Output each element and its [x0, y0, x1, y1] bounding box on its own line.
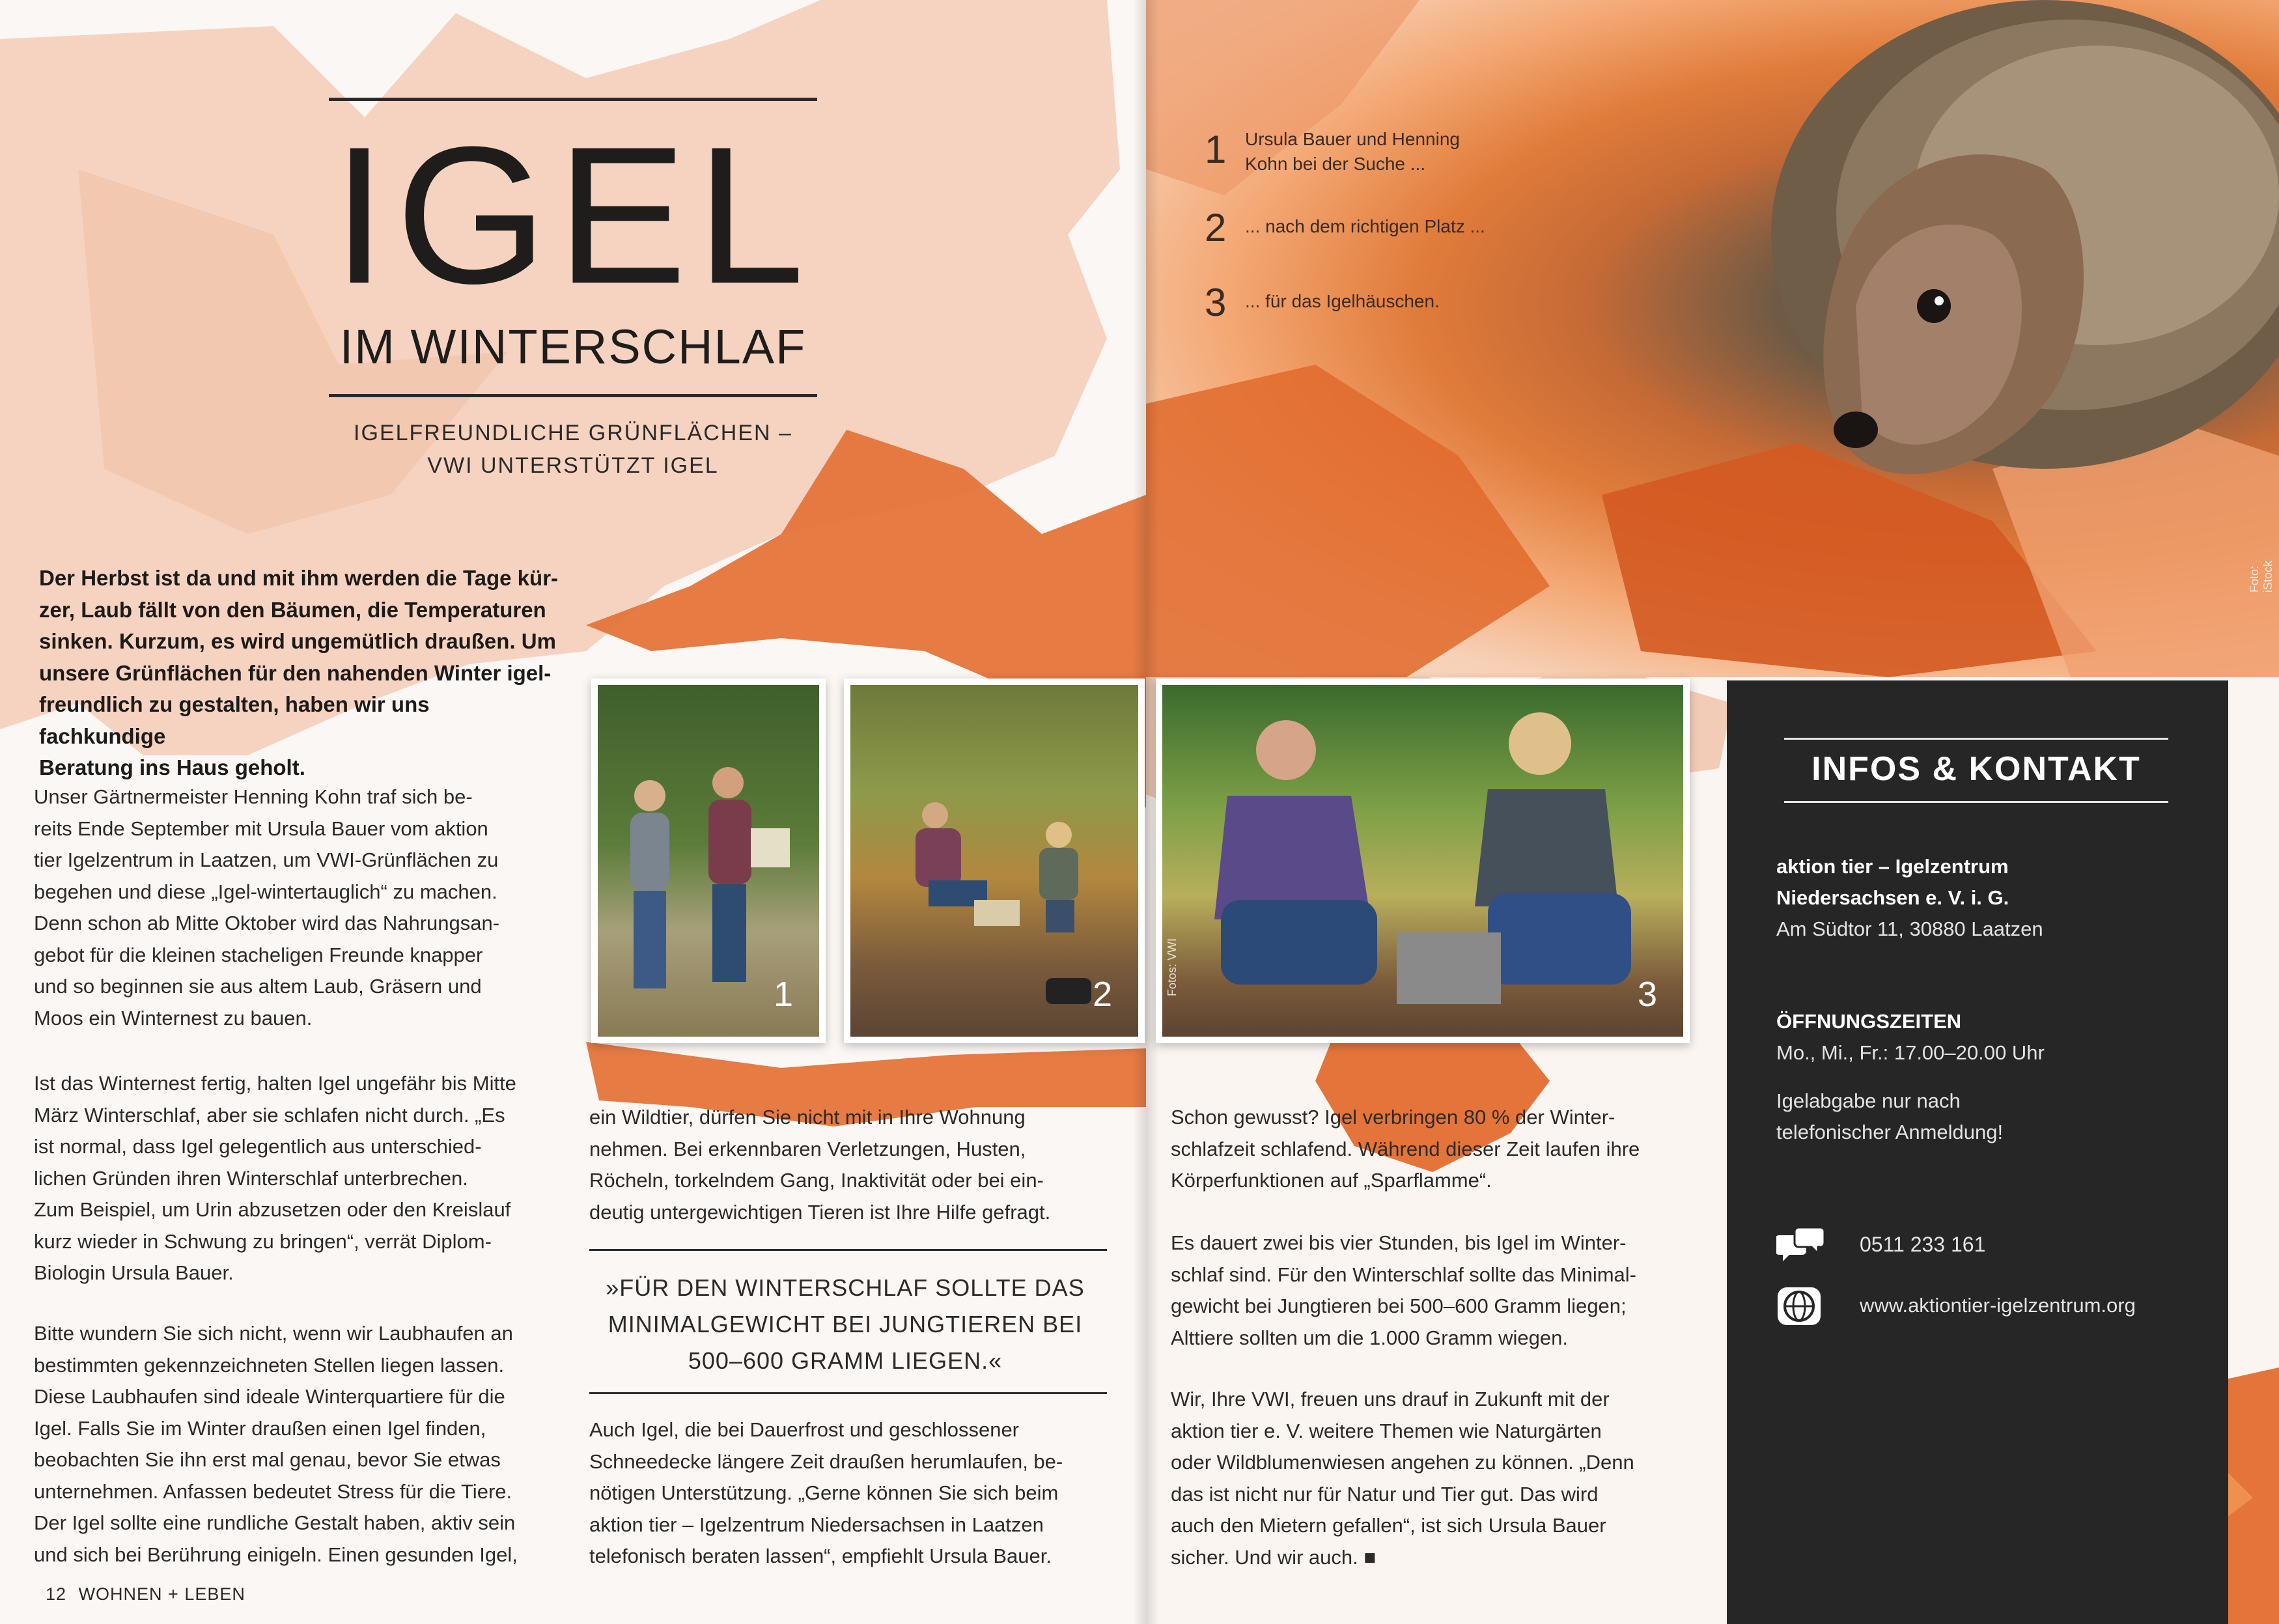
- hours-heading: ÖFFNUNGSZEITEN: [1776, 1010, 1962, 1033]
- caption-line: Ursula Bauer und Henning: [1245, 129, 1460, 149]
- section-name: WOHNEN + LEBEN: [78, 1584, 245, 1604]
- page-footer: [46, 1584, 245, 1604]
- text-line: Röcheln, torkelndem Gang, Inaktivität oder bei ein-: [589, 1169, 1044, 1192]
- page-number: 12: [46, 1584, 67, 1604]
- text-line: gewicht bei Jungtieren bei 500–600 Gramm liegen;: [1171, 1295, 1627, 1317]
- text-line: Körperfunktionen auf „Sparflamme“.: [1171, 1169, 1492, 1192]
- text-line: Diese Laubhaufen sind ideale Winterquartiere für die: [34, 1385, 505, 1408]
- text-line: Bitte wundern Sie sich nicht, wenn wir Laubhaufen an: [34, 1322, 513, 1345]
- caption-number: 1: [1205, 128, 1227, 171]
- caption-number: 3: [1205, 281, 1227, 324]
- pull-quote: [591, 1270, 1099, 1379]
- website-row[interactable]: [1776, 1286, 2219, 1332]
- text-line: Schneedecke längere Zeit draußen herumlaufen, be-: [589, 1449, 1063, 1473]
- text-line: März Winterschlaf, aber sie schlafen nicht durch. „Es: [34, 1103, 505, 1127]
- note-line: Igelabgabe nur nach: [1776, 1089, 1961, 1112]
- info-heading: INFOS & KONTAKT: [1811, 750, 2141, 788]
- text-line: gebot für die kleinen stacheligen Freunde knapper: [34, 943, 483, 966]
- hours-value: Mo., Mi., Fr.: 17.00–20.00 Uhr: [1776, 1041, 2045, 1064]
- text-line: kurz wieder in Schwung zu bringen“, verrät Diplom-: [34, 1229, 492, 1253]
- column-1-paragraph-3: [34, 1318, 568, 1571]
- website-link[interactable]: www.aktiontier-igelzentrum.org: [1860, 1294, 2136, 1317]
- text-line: Unser Gärtnermeister Henning Kohn traf sich be-: [34, 785, 473, 808]
- caption-text: [1245, 127, 1584, 176]
- quote-line: 500–600 GRAMM LIEGEN.«: [688, 1347, 1003, 1374]
- text-line: tier Igelzentrum in Laatzen, um VWI-Grünflächen zu: [34, 848, 499, 871]
- hero-photo-credit: Foto: iStock: [2248, 560, 2274, 593]
- text-line: Der Igel sollte eine rundliche Gestalt haben, aktiv sein: [34, 1511, 516, 1534]
- kicker-line: IGELFREUNDLICHE GRÜNFLÄCHEN –: [354, 421, 792, 445]
- info-top-rule: [1784, 738, 2168, 740]
- column-1-paragraph-1: [34, 781, 568, 1034]
- article-title: IGEL: [332, 105, 814, 324]
- caption-number: 2: [1205, 206, 1227, 249]
- text-line: Auch Igel, die bei Dauerfrost und geschlossener: [589, 1418, 1020, 1441]
- text-line: auch den Mietern gefallen“, ist sich Ursula Bauer: [1171, 1514, 1606, 1537]
- phone-row[interactable]: [1776, 1226, 2193, 1272]
- photo-1: [591, 679, 826, 1043]
- kicker-line: VWI UNTERSTÜTZT IGEL: [427, 453, 719, 478]
- column-1-paragraph-2: [34, 1068, 568, 1289]
- lead-line: sinken. Kurzum, es wird ungemütlich draußen. Um: [39, 629, 556, 653]
- photo-number: 1: [773, 975, 793, 1014]
- hedgehog-illustration: [1146, 0, 2279, 677]
- text-line: begehen und diese „Igel-wintertauglich“ zu machen.: [34, 880, 497, 903]
- text-line: beobachten Sie ihn erst mal genau, bevor Sie etwas: [34, 1448, 501, 1471]
- text-line: unternehmen. Anfassen bedeutet Stress für die Tiere.: [34, 1479, 512, 1503]
- photo-3-image: [1162, 685, 1683, 1037]
- text-line: das ist nicht nur für Natur und Tier gut. Das wird: [1171, 1482, 1599, 1505]
- caption-line: Kohn bei der Suche ...: [1245, 154, 1426, 174]
- text-line: schlafzeit schlafend. Während dieser Zeit laufen ihre: [1171, 1137, 1640, 1160]
- text-line: Ist das Winternest fertig, halten Igel ungefähr bis Mitte: [34, 1072, 516, 1095]
- column-3-paragraph-3: [1171, 1384, 1705, 1573]
- info-note: [1776, 1085, 2193, 1148]
- title-top-rule: [329, 98, 817, 101]
- column-2-paragraph-2: [589, 1414, 1110, 1573]
- lead-paragraph: [39, 563, 560, 784]
- quote-bottom-rule: [589, 1392, 1107, 1394]
- title-bottom-rule: [329, 394, 817, 397]
- text-line: telefonisch beraten lassen“, empfiehlt Ursula Bauer.: [589, 1545, 1052, 1567]
- text-line: Zum Beispiel, um Urin abzusetzen oder den Kreislauf: [34, 1198, 511, 1221]
- text-line: schlaf sind. Für den Winterschlaf sollte das Minimal-: [1171, 1263, 1636, 1286]
- phone-number[interactable]: 0511 233 161: [1860, 1233, 1986, 1256]
- text-line: deutig untergewichtigen Tieren ist Ihre Hilfe gefragt.: [589, 1200, 1051, 1224]
- lead-line: Der Herbst ist da und mit ihm werden die Tage kür-: [39, 566, 559, 590]
- org-name-line: aktion tier – Igelzentrum: [1776, 855, 2009, 878]
- photo-number: 3: [1637, 975, 1657, 1014]
- text-line: aktion tier – Igelzentrum Niedersachsen in Laatzen: [589, 1513, 1044, 1536]
- text-line: Biologin Ursula Bauer.: [34, 1261, 234, 1284]
- lead-line: zer, Laub fällt von den Bäumen, die Temperaturen: [39, 597, 546, 622]
- lead-line: freundlich zu gestalten, haben wir uns fachkundige: [39, 692, 430, 748]
- photo-3-figures: [1162, 685, 1683, 1037]
- org-address: Am Südtor 11, 30880 Laatzen: [1776, 917, 2043, 940]
- text-line: Moos ein Winternest zu bauen.: [34, 1006, 313, 1029]
- article-kicker: [319, 417, 827, 482]
- lead-line: Beratung ins Haus geholt.: [39, 755, 305, 779]
- hedgehog-hero-photo: [1146, 0, 2279, 677]
- quote-line: »FÜR DEN WINTERSCHLAF SOLLTE DAS: [606, 1274, 1085, 1301]
- lead-line: unsere Grünflächen für den nahenden Winter igel-: [39, 660, 552, 685]
- photo-number: 2: [1092, 975, 1112, 1014]
- text-line: Schon gewusst? Igel verbringen 80 % der Winter-: [1171, 1106, 1615, 1128]
- text-line: aktion tier e. V. weitere Themen wie Naturgärten: [1171, 1419, 1602, 1442]
- text-line: nötigen Unterstützung. „Gerne können Sie sich beim: [589, 1481, 1059, 1504]
- photo-credit: Fotos: VWI: [1166, 938, 1179, 996]
- text-line: bestimmten gekennzeichneten Stellen liegen lassen.: [34, 1353, 505, 1377]
- globe-icon: [1776, 1286, 1822, 1326]
- article-subtitle: IM WINTERSCHLAF: [339, 320, 807, 374]
- quote-top-rule: [589, 1249, 1107, 1251]
- text-line: Alttiere sollten um die 1.000 Gramm wiegen.: [1171, 1326, 1568, 1349]
- column-3-paragraph-1: [1171, 1102, 1705, 1197]
- info-contact-box: [1727, 680, 2228, 1624]
- info-organization: [1776, 851, 2193, 945]
- column-3-paragraph-2: [1171, 1227, 1705, 1354]
- photo-2: [844, 679, 1145, 1043]
- text-line: reits Ende September mit Ursula Bauer vom aktion: [34, 817, 488, 840]
- text-line: Igel. Falls Sie im Winter draußen einen Igel finden,: [34, 1416, 486, 1440]
- text-line: ein Wildtier, dürfen Sie nicht mit in Ihre Wohnung: [589, 1106, 1026, 1128]
- caption-line: ... nach dem richtigen Platz ...: [1245, 216, 1485, 236]
- text-line: lichen Gründen ihren Winterschlaf unterbrechen.: [34, 1166, 468, 1190]
- photo-3: [1156, 679, 1690, 1043]
- speech-bubbles-icon: [1776, 1226, 1825, 1269]
- column-2-paragraph-1: [589, 1102, 1110, 1228]
- text-line: und sich bei Berührung einigeln. Einen gesunden Igel,: [34, 1543, 518, 1566]
- text-line: Denn schon ab Mitte Oktober wird das Nahrungsan-: [34, 912, 500, 934]
- info-bottom-rule: [1784, 801, 2168, 803]
- caption-line: ... für das Igelhäuschen.: [1245, 291, 1440, 311]
- quote-line: MINIMALGEWICHT BEI JUNGTIEREN BEI: [608, 1311, 1083, 1337]
- info-hours: [1776, 1006, 2193, 1069]
- note-line: telefonischer Anmeldung!: [1776, 1121, 2004, 1143]
- text-line: Wir, Ihre VWI, freuen uns drauf in Zukunft mit der: [1171, 1388, 1610, 1410]
- text-line: ist normal, dass Igel gelegentlich aus unterschied-: [34, 1135, 482, 1158]
- text-line: oder Wildblumenwiesen angehen zu können. „Denn: [1171, 1451, 1634, 1474]
- text-line: nehmen. Bei erkennbaren Verletzungen, Husten,: [589, 1137, 1026, 1160]
- photo-1-image: [598, 685, 819, 1037]
- text-line: und so beginnen sie aus altem Laub, Gräsern und: [34, 975, 482, 998]
- text-line: Es dauert zwei bis vier Stunden, bis Igel im Winter-: [1171, 1231, 1627, 1254]
- text-line: sicher. Und wir auch. ■: [1171, 1545, 1377, 1569]
- org-name-line: Niedersachsen e. V. i. G.: [1776, 886, 2009, 909]
- photo-2-image: [850, 685, 1138, 1037]
